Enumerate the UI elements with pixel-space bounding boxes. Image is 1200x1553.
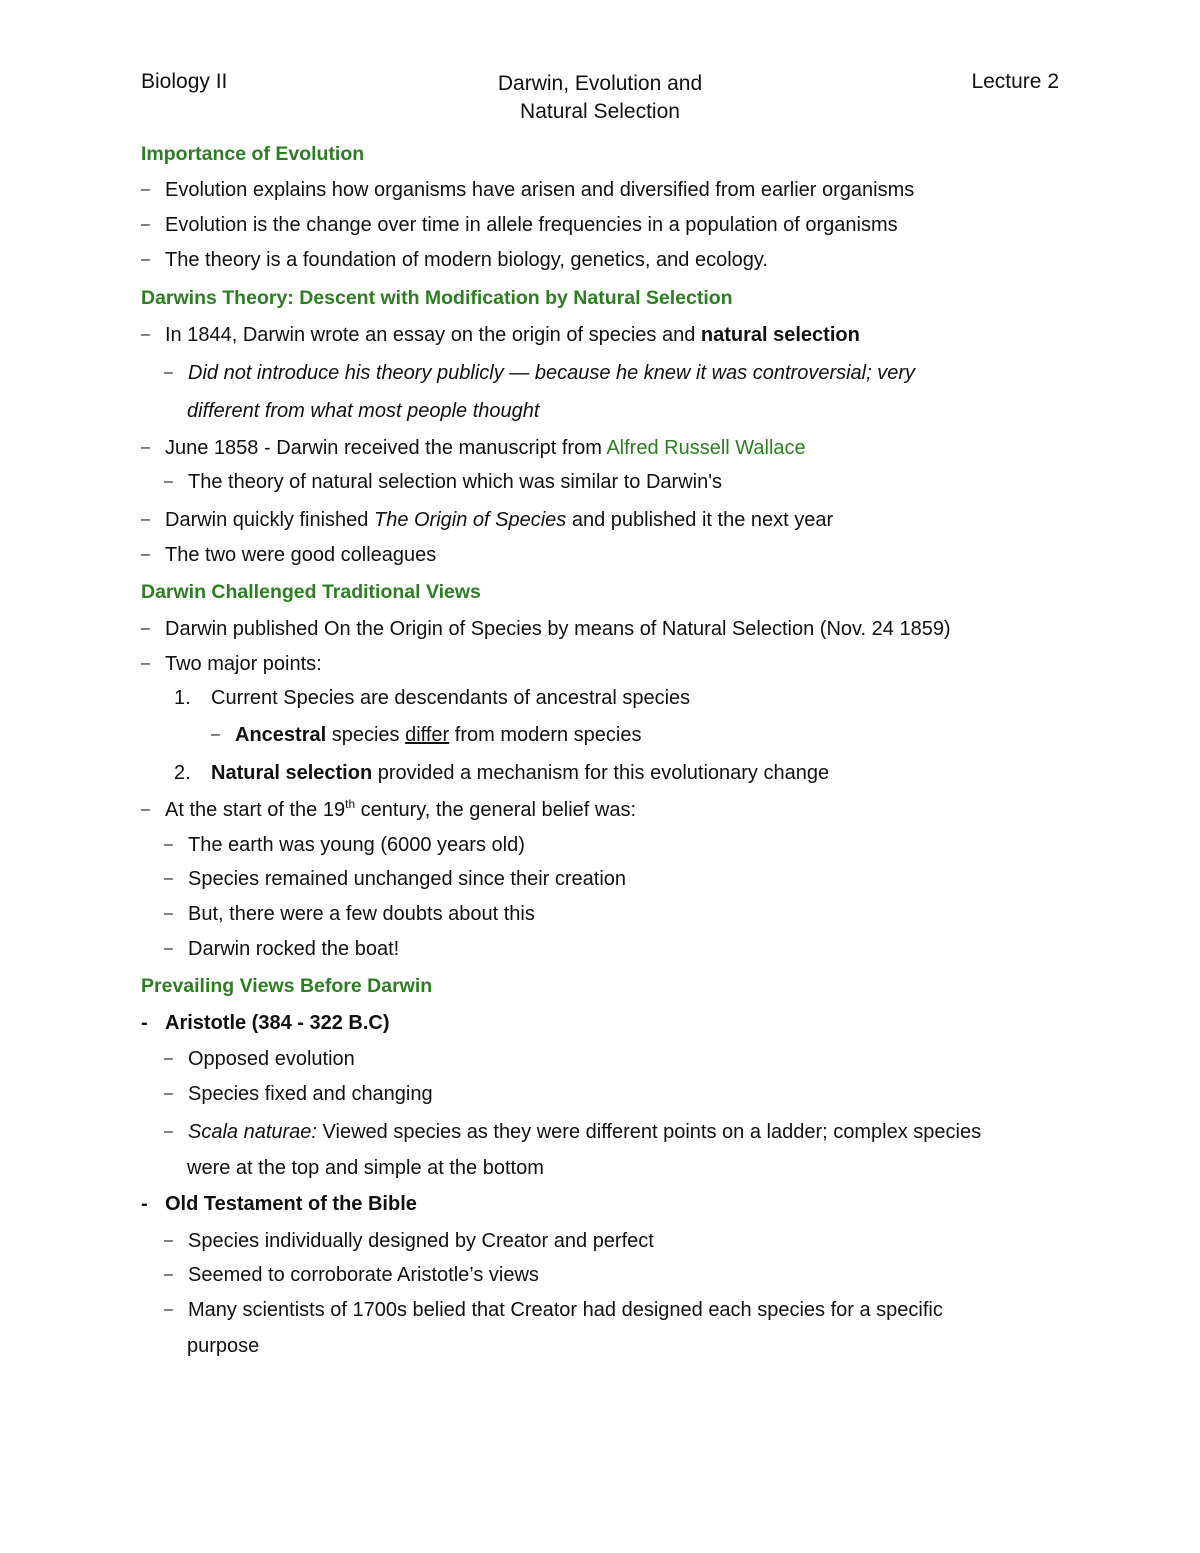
bullet-dash: –: [141, 546, 150, 563]
list-item: [141, 213, 898, 237]
list-item-text: June 1858 - Darwin received the manuscript from: [165, 437, 607, 459]
underlined-word: differ: [405, 724, 450, 746]
sub-list-item: [164, 1047, 355, 1071]
sub-list-item: [164, 1298, 943, 1322]
list-item-text: Many scientists of 1700s belied that Creator had designed each species for a specific: [188, 1299, 943, 1321]
sub-list-item: [164, 867, 626, 891]
list-item-text: In 1844, Darwin wrote an essay on the origin of species and: [165, 324, 701, 346]
bold-term: Natural selection: [211, 762, 373, 784]
sub-list-item: [164, 902, 535, 926]
bullet-dash: –: [164, 1085, 173, 1102]
list-item-text: provided a mechanism for this evolutionary change: [372, 762, 830, 784]
list-item: [141, 1192, 417, 1216]
sub-list-item: [164, 1263, 539, 1287]
bold-term: Aristotle (384 - 322 B.C): [165, 1012, 390, 1034]
list-item-text: The theory is a foundation of modern biology, genetics, and ecology.: [165, 249, 768, 271]
bullet-dash: -: [141, 1012, 148, 1034]
numbered-item: [174, 686, 690, 710]
bullet-dash: –: [164, 870, 173, 887]
sub-list-item: [164, 1229, 654, 1253]
bullet-dash: –: [141, 655, 150, 672]
list-item: [141, 248, 768, 272]
bullet-dash: –: [164, 940, 173, 957]
bullet-dash: –: [141, 620, 150, 637]
sub-list-item: [164, 1082, 433, 1106]
sub-list-item: [164, 937, 399, 961]
sub-list-item-continuation: purpose: [187, 1335, 260, 1357]
bullet-dash: –: [164, 836, 173, 853]
bullet-dash: –: [164, 1266, 173, 1283]
list-item-text: Opposed evolution: [188, 1048, 355, 1070]
bullet-dash: –: [164, 1123, 173, 1140]
list-item-text: Evolution explains how organisms have arisen and diversified from earlier organisms: [165, 179, 915, 201]
bullet-dash: –: [141, 511, 150, 528]
list-item: [141, 1011, 390, 1035]
list-item: [141, 178, 914, 202]
sub-list-item-continuation: were at the top and simple at the bottom: [187, 1157, 544, 1179]
green-name: Alfred Russell Wallace: [606, 437, 806, 459]
sub-list-item: [164, 470, 722, 494]
list-item-text: Viewed species as they were different points on a ladder; complex species: [316, 1121, 982, 1143]
bold-term: Old Testament of the Bible: [165, 1193, 417, 1215]
bullet-dash: –: [164, 905, 173, 922]
list-item-text: But, there were a few doubts about this: [188, 903, 535, 925]
lecture-title-line-1: Darwin, Evolution and: [497, 72, 703, 95]
bullet-dash: -: [141, 1193, 148, 1215]
lecture-number: Lecture 2: [971, 70, 1059, 93]
list-item-text: The theory of natural selection which was similar to Darwin's: [188, 471, 723, 493]
section-heading-importance: Importance of Evolution: [141, 143, 365, 165]
list-item-text: At the start of the 19: [165, 799, 346, 821]
bullet-dash: –: [211, 726, 220, 743]
list-item-text: Species fixed and changing: [188, 1083, 433, 1105]
sub-list-item: [164, 1120, 981, 1144]
list-item-text: from modern species: [449, 724, 642, 746]
number-label: 2.: [174, 762, 191, 784]
bold-term: natural selection: [700, 324, 860, 346]
ordinal-superscript: th: [345, 797, 356, 811]
numbered-item: [174, 761, 829, 785]
italic-term: Scala naturae:: [188, 1121, 317, 1143]
sub-list-item: [211, 723, 642, 747]
bullet-dash: –: [141, 181, 150, 198]
list-item-text: Seemed to corroborate Aristotle’s views: [188, 1264, 539, 1286]
list-item: [141, 652, 322, 676]
bullet-dash: –: [141, 801, 150, 818]
lecture-title-line-2: Natural Selection: [520, 100, 680, 123]
list-item-text: Darwin rocked the boat!: [188, 938, 400, 960]
bullet-dash: –: [141, 216, 150, 233]
list-item: [141, 617, 951, 641]
section-heading-traditional-views: Darwin Challenged Traditional Views: [141, 581, 481, 603]
list-item-text: Darwin published On the Origin of Species by means of Natural Selection (Nov. 24 1859): [165, 618, 951, 640]
list-item-text: Species remained unchanged since their creation: [188, 868, 627, 890]
bullet-dash: –: [141, 439, 150, 456]
bullet-dash: –: [164, 473, 173, 490]
book-title: The Origin of Species: [373, 509, 567, 531]
list-item: [141, 798, 636, 822]
section-heading-prevailing-views: Prevailing Views Before Darwin: [141, 975, 433, 997]
page-header: [141, 70, 1059, 130]
sub-list-item: [164, 833, 525, 857]
list-item: [141, 323, 860, 347]
italic-text: different from what most people thought: [187, 400, 540, 422]
lecture-title: [141, 70, 1059, 126]
sub-list-item: [164, 361, 915, 385]
list-item: [141, 508, 833, 532]
list-item-text: Evolution is the change over time in allele frequencies in a population of organisms: [165, 214, 898, 236]
section-heading-darwins-theory: Darwins Theory: Descent with Modification by Natural Selection: [141, 287, 733, 309]
list-item-text: and published it the next year: [566, 509, 834, 531]
list-item-text: The earth was young (6000 years old): [188, 834, 525, 856]
list-item: [141, 543, 436, 567]
bullet-dash: –: [141, 326, 150, 343]
list-item-text: Two major points:: [165, 653, 322, 675]
sub-list-item-continuation: [187, 399, 539, 423]
bullet-dash: –: [164, 1050, 173, 1067]
list-item-text: species: [326, 724, 406, 746]
list-item-text: The two were good colleagues: [165, 544, 437, 566]
list-item-text: Darwin quickly finished: [165, 509, 374, 531]
bullet-dash: –: [164, 364, 173, 381]
bullet-dash: –: [164, 1232, 173, 1249]
list-item-text: Current Species are descendants of ancestral species: [211, 687, 691, 709]
number-label: 1.: [174, 687, 191, 709]
list-item-text: Species individually designed by Creator and perfect: [188, 1230, 654, 1252]
italic-text: Did not introduce his theory publicly — because he knew it was controversial; very: [188, 362, 916, 384]
bullet-dash: –: [141, 251, 150, 268]
list-item: [141, 436, 806, 460]
course-name: Biology II: [141, 70, 228, 93]
bullet-dash: –: [164, 1301, 173, 1318]
bold-term: Ancestral: [235, 724, 327, 746]
list-item-text: century, the general belief was:: [355, 799, 637, 821]
